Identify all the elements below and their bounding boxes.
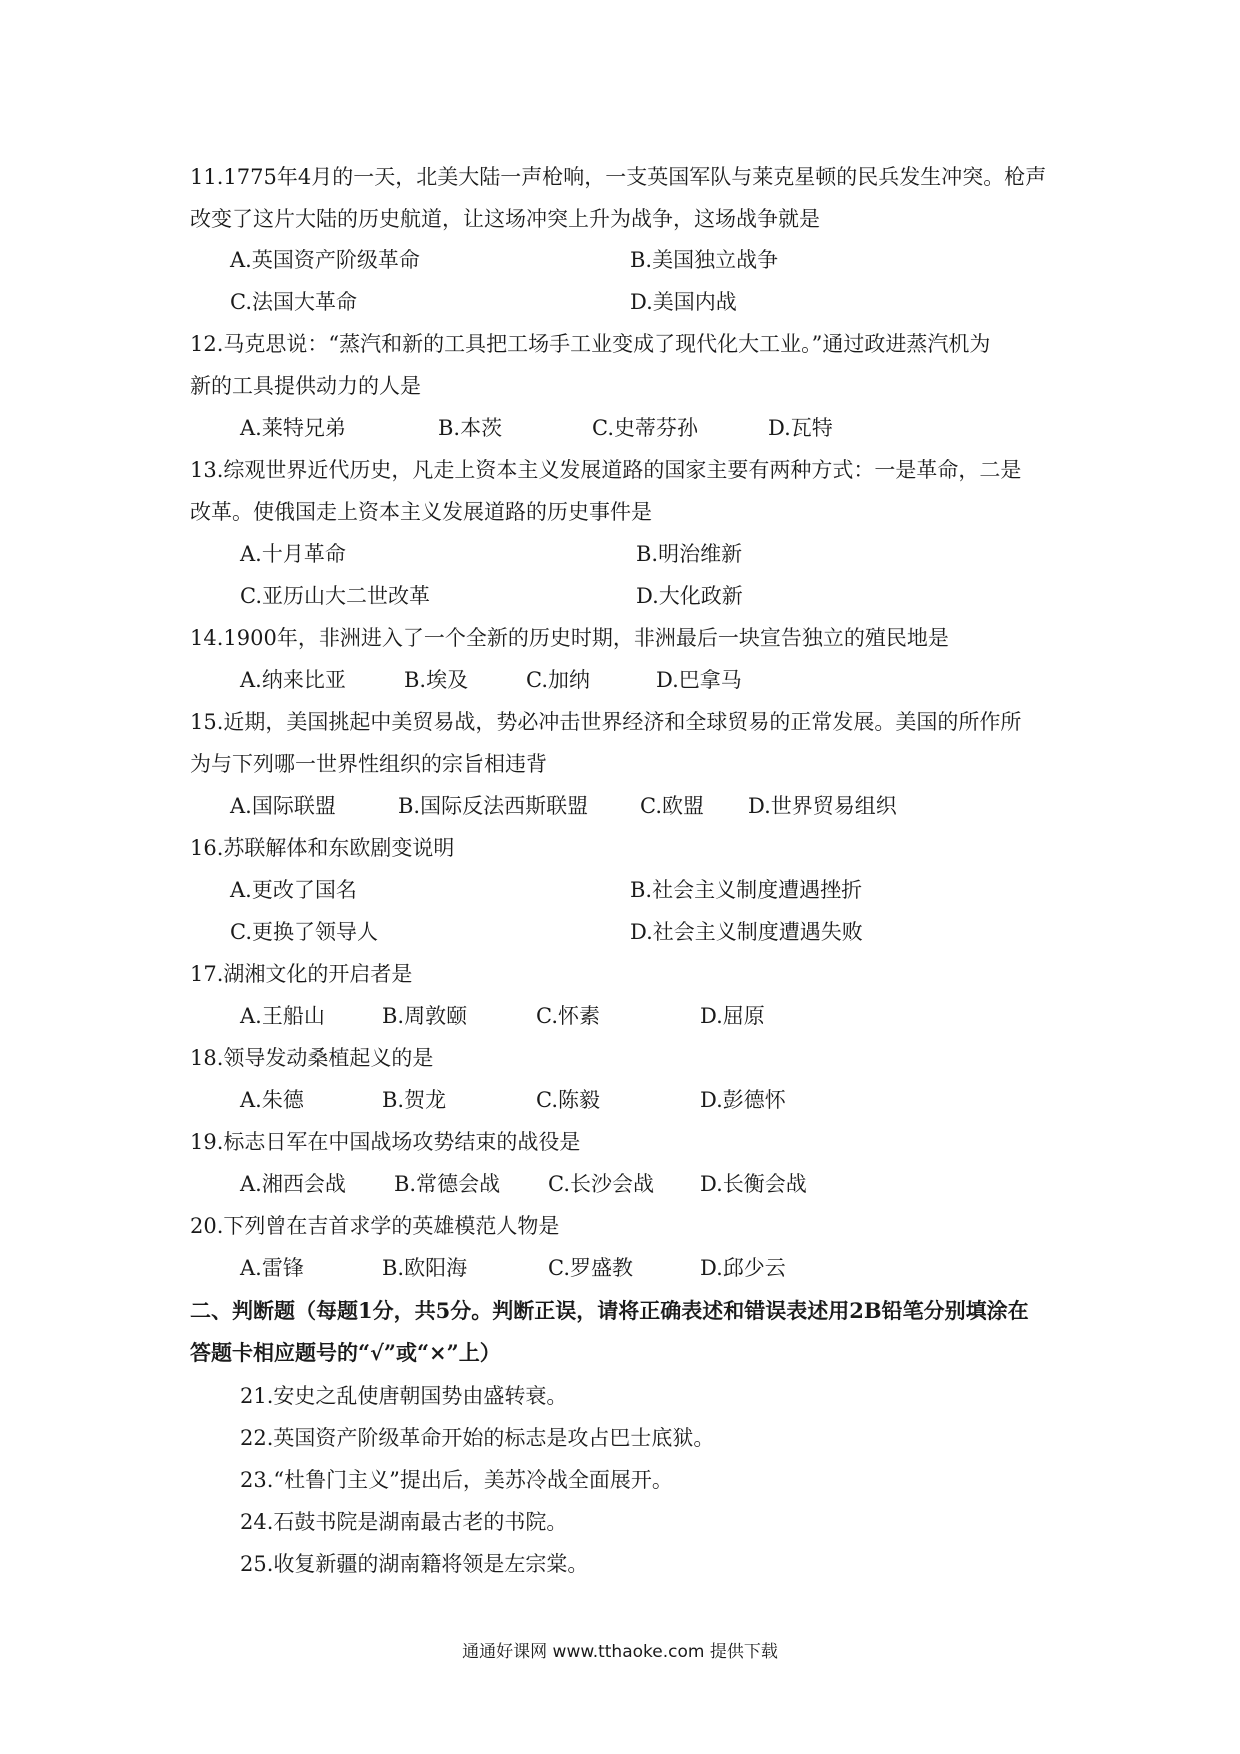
question-13-line-2: 改革。使俄国走上资本主义发展道路的历史事件是: [190, 500, 652, 524]
question-12-option-d: D.瓦特: [768, 416, 833, 440]
question-18-line-1: 18.领导发动桑植起义的是: [190, 1046, 434, 1070]
question-19-option-d: D.长衡会战: [700, 1172, 807, 1196]
section-2-heading-line-2: 答题卡相应题号的“√”或“×”上）: [190, 1340, 501, 1365]
question-11-line-2: 改变了这片大陆的历史航道，让这场冲突上升为战争，这场战争就是: [190, 207, 820, 231]
judgment-item-22: 22.英国资产阶级革命开始的标志是攻占巴士底狱。: [240, 1426, 715, 1450]
question-13-option-c: C.亚历山大二世改革: [240, 584, 430, 608]
question-17-option-a: A.王船山: [240, 1004, 325, 1028]
question-14-option-a: A.纳来比亚: [240, 668, 346, 692]
question-17-option-d: D.屈原: [700, 1004, 765, 1028]
question-11-option-b: B.美国独立战争: [630, 248, 779, 272]
question-17-option-b: B.周敦颐: [382, 1004, 468, 1028]
question-14-line-1: 14.1900年，非洲进入了一个全新的历史时期，非洲最后一块宣告独立的殖民地是: [190, 626, 949, 650]
question-13-option-d: D.大化政新: [636, 584, 743, 608]
question-12-option-c: C.史蒂芬孙: [592, 416, 698, 440]
question-20-option-c: C.罗盛教: [548, 1256, 633, 1280]
question-11-option-c: C.法国大革命: [230, 290, 357, 314]
question-11-option-a: A.英国资产阶级革命: [230, 248, 420, 272]
question-13-option-a: A.十月革命: [240, 542, 346, 566]
question-12-option-b: B.本茨: [438, 416, 503, 440]
question-16-line-1: 16.苏联解体和东欧剧变说明: [190, 836, 455, 860]
question-12-line-2: 新的工具提供动力的人是: [190, 374, 421, 398]
question-15-option-d: D.世界贸易组织: [748, 794, 897, 818]
judgment-item-25: 25.收复新疆的湖南籍将领是左宗棠。: [240, 1552, 589, 1576]
question-19-option-b: B.常德会战: [394, 1172, 501, 1196]
question-19-option-c: C.长沙会战: [548, 1172, 654, 1196]
question-16-option-d: D.社会主义制度遭遇失败: [630, 920, 863, 944]
footer-watermark: 通通好课网 www.tthaoke.com 提供下载: [462, 1642, 778, 1662]
question-20-line-1: 20.下列曾在吉首求学的英雄模范人物是: [190, 1214, 560, 1238]
question-11-option-d: D.美国内战: [630, 290, 737, 314]
question-18-option-c: C.陈毅: [536, 1088, 600, 1112]
question-13-line-1: 13.综观世界近代历史，凡走上资本主义发展道路的国家主要有两种方式：一是革命，二是: [190, 458, 1022, 482]
judgment-item-21: 21.安史之乱使唐朝国势由盛转衰。: [240, 1384, 568, 1408]
question-16-option-a: A.更改了国名: [230, 878, 357, 902]
question-18-option-b: B.贺龙: [382, 1088, 447, 1112]
question-16-option-b: B.社会主义制度遭遇挫折: [630, 878, 863, 902]
question-16-option-c: C.更换了领导人: [230, 920, 378, 944]
question-17-line-1: 17.湖湘文化的开启者是: [190, 962, 413, 986]
question-15-option-c: C.欧盟: [640, 794, 704, 818]
question-15-line-2: 为与下列哪一世界性组织的宗旨相违背: [190, 752, 547, 776]
question-15-option-a: A.国际联盟: [230, 794, 336, 818]
question-12-option-a: A.莱特兄弟: [240, 416, 346, 440]
question-11-line-1: 11.1775年4月的一天，北美大陆一声枪响，一支英国军队与莱克星顿的民兵发生冲突。枪声: [190, 165, 1047, 189]
section-2-heading-line-1: 二、判断题（每题1分，共5分。判断正误，请将正确表述和错误表述用2B铅笔分别填涂在: [190, 1298, 1029, 1323]
question-13-option-b: B.明治维新: [636, 542, 743, 566]
question-17-option-c: C.怀素: [536, 1004, 600, 1028]
question-15-option-b: B.国际反法西斯联盟: [398, 794, 589, 818]
question-19-line-1: 19.标志日军在中国战场攻势结束的战役是: [190, 1130, 581, 1154]
question-14-option-c: C.加纳: [526, 668, 590, 692]
question-12-line-1: 12.马克思说：“蒸汽和新的工具把工场手工业变成了现代化大工业。”通过政进蒸汽机为: [190, 332, 991, 356]
question-14-option-d: D.巴拿马: [656, 668, 742, 692]
question-20-option-d: D.邱少云: [700, 1256, 786, 1280]
judgment-item-23: 23.“杜鲁门主义”提出后，美苏冷战全面展开。: [240, 1468, 673, 1492]
question-20-option-a: A.雷锋: [240, 1256, 304, 1280]
judgment-item-24: 24.石鼓书院是湖南最古老的书院。: [240, 1510, 568, 1534]
question-18-option-a: A.朱德: [240, 1088, 304, 1112]
question-18-option-d: D.彭德怀: [700, 1088, 786, 1112]
question-20-option-b: B.欧阳海: [382, 1256, 468, 1280]
question-19-option-a: A.湘西会战: [240, 1172, 346, 1196]
question-15-line-1: 15.近期，美国挑起中美贸易战，势必冲击世界经济和全球贸易的正常发展。美国的所作所: [190, 710, 1022, 734]
question-14-option-b: B.埃及: [404, 668, 469, 692]
